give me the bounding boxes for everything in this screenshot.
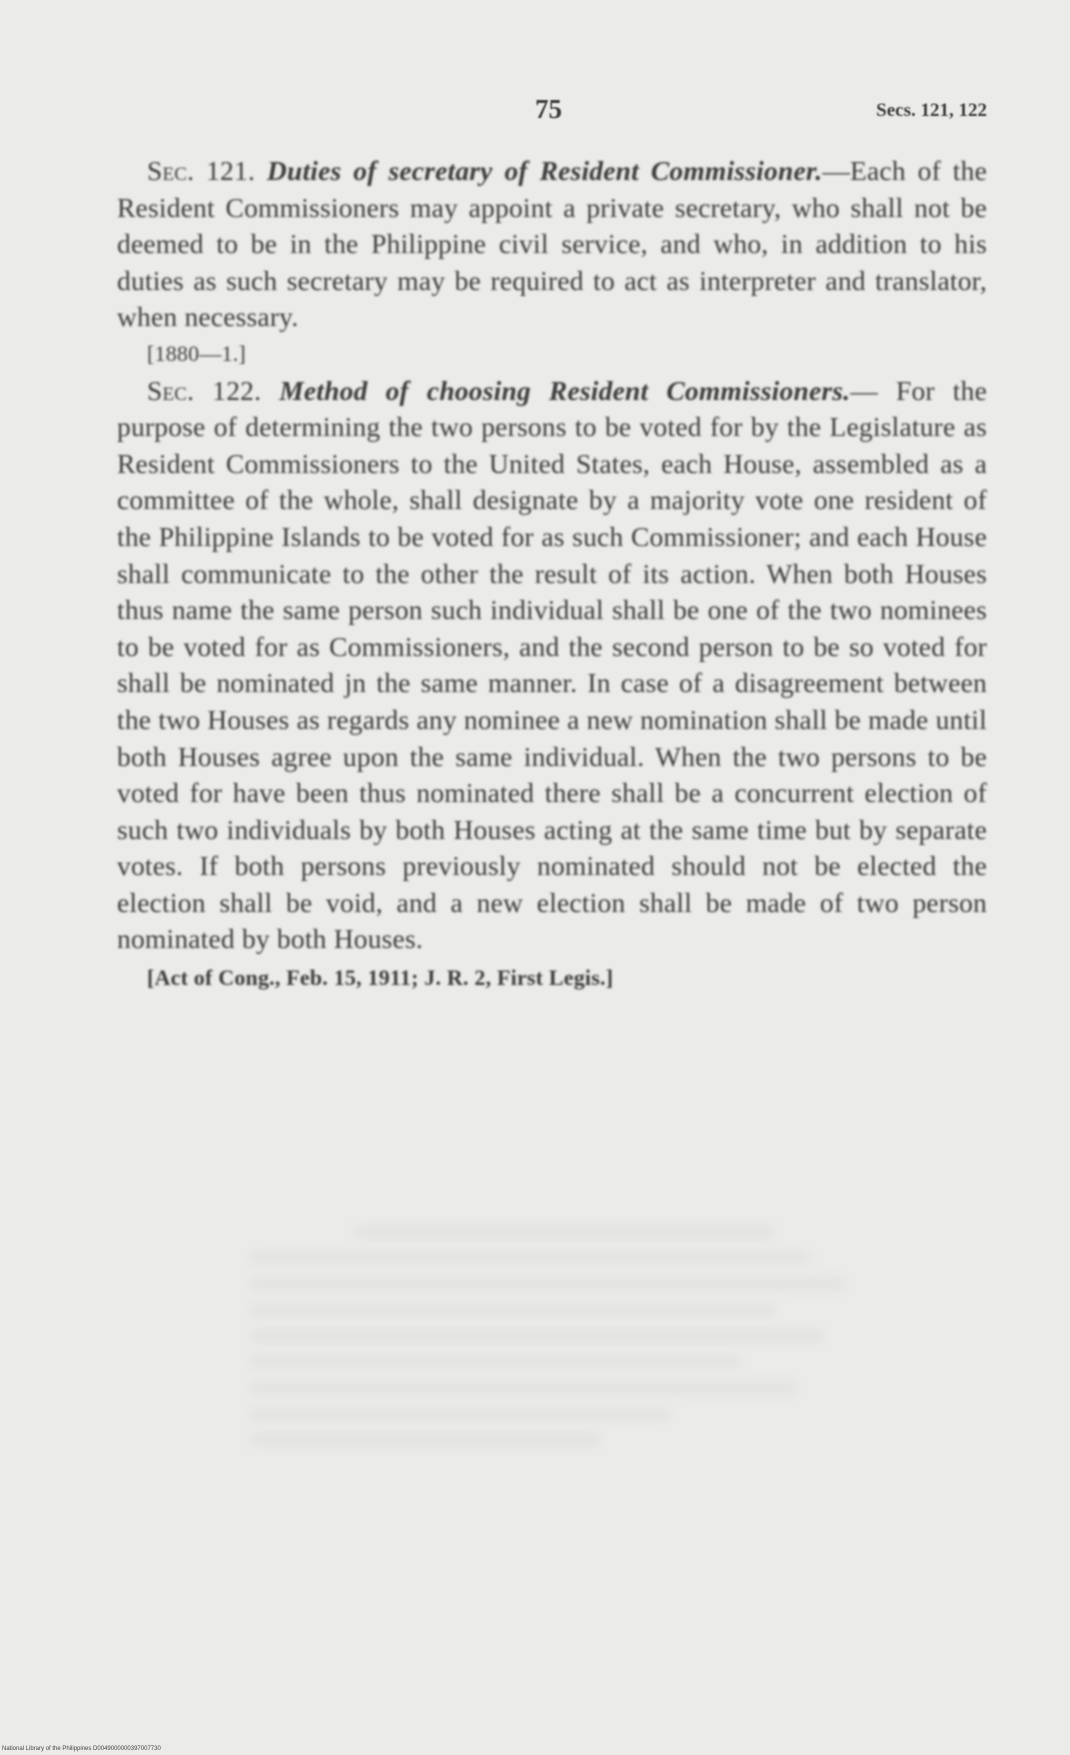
section-number: 121. [206,155,256,186]
section-122-citation: [Act of Cong., Feb. 15, 1911; J. R. 2, First Legis.] [147,965,614,991]
section-title: Method of choosing Resident Commissioners. [279,374,851,406]
section-122 [117,373,987,959]
section-label: Sec. [147,155,195,186]
section-label: Sec. [147,374,195,406]
footer-credit: National Library of the Philippines D0049000000397007730 [2,1746,161,1752]
section-body: —Each of the Resident Commissioners may appoint a private secretary, who shall not be deemed to be in the Philippine civil service, and who, in addition to his duties as such secretary may be required to act as interpreter and translator, when necessary. [117,155,987,333]
section-body: — For the purpose of determining the two persons to be voted for by the Legislature as Resident Commissioners to the United States, each House, assembled as a committee of the whole, shall designate by a majority vote one resident of the Philippine Islands to be voted for as such Commissioner; and each House shall communicate to the other the result of its action. When both Houses thus name the same person such individual shall be one of the two nominees to be voted for as Commissioners, and the second person to be so voted for shall be nominated jn the same manner. In case of a disagreement between the two Houses as regards any nominee a new nomination shall be made until both Houses agree upon the same individual. When the two persons to be voted for have been thus nominated there shall be a concurrent election of such two individuals by both Houses acting at the same time but by separate votes. If both persons previously nominated should not be elected the election shall be void, and a new election shall be made of two person nominated by both Houses. [117,374,987,955]
section-121-citation: [1880—1.] [147,340,246,366]
section-number: 122. [212,374,262,406]
running-head: Secs. 121, 122 [876,100,987,121]
section-title: Duties of secretary of Resident Commissioner. [266,155,823,186]
bleed-through-texture [250,1210,950,1590]
page-number: 75 [535,94,562,124]
document-body [117,153,987,997]
section-121 [117,153,987,336]
